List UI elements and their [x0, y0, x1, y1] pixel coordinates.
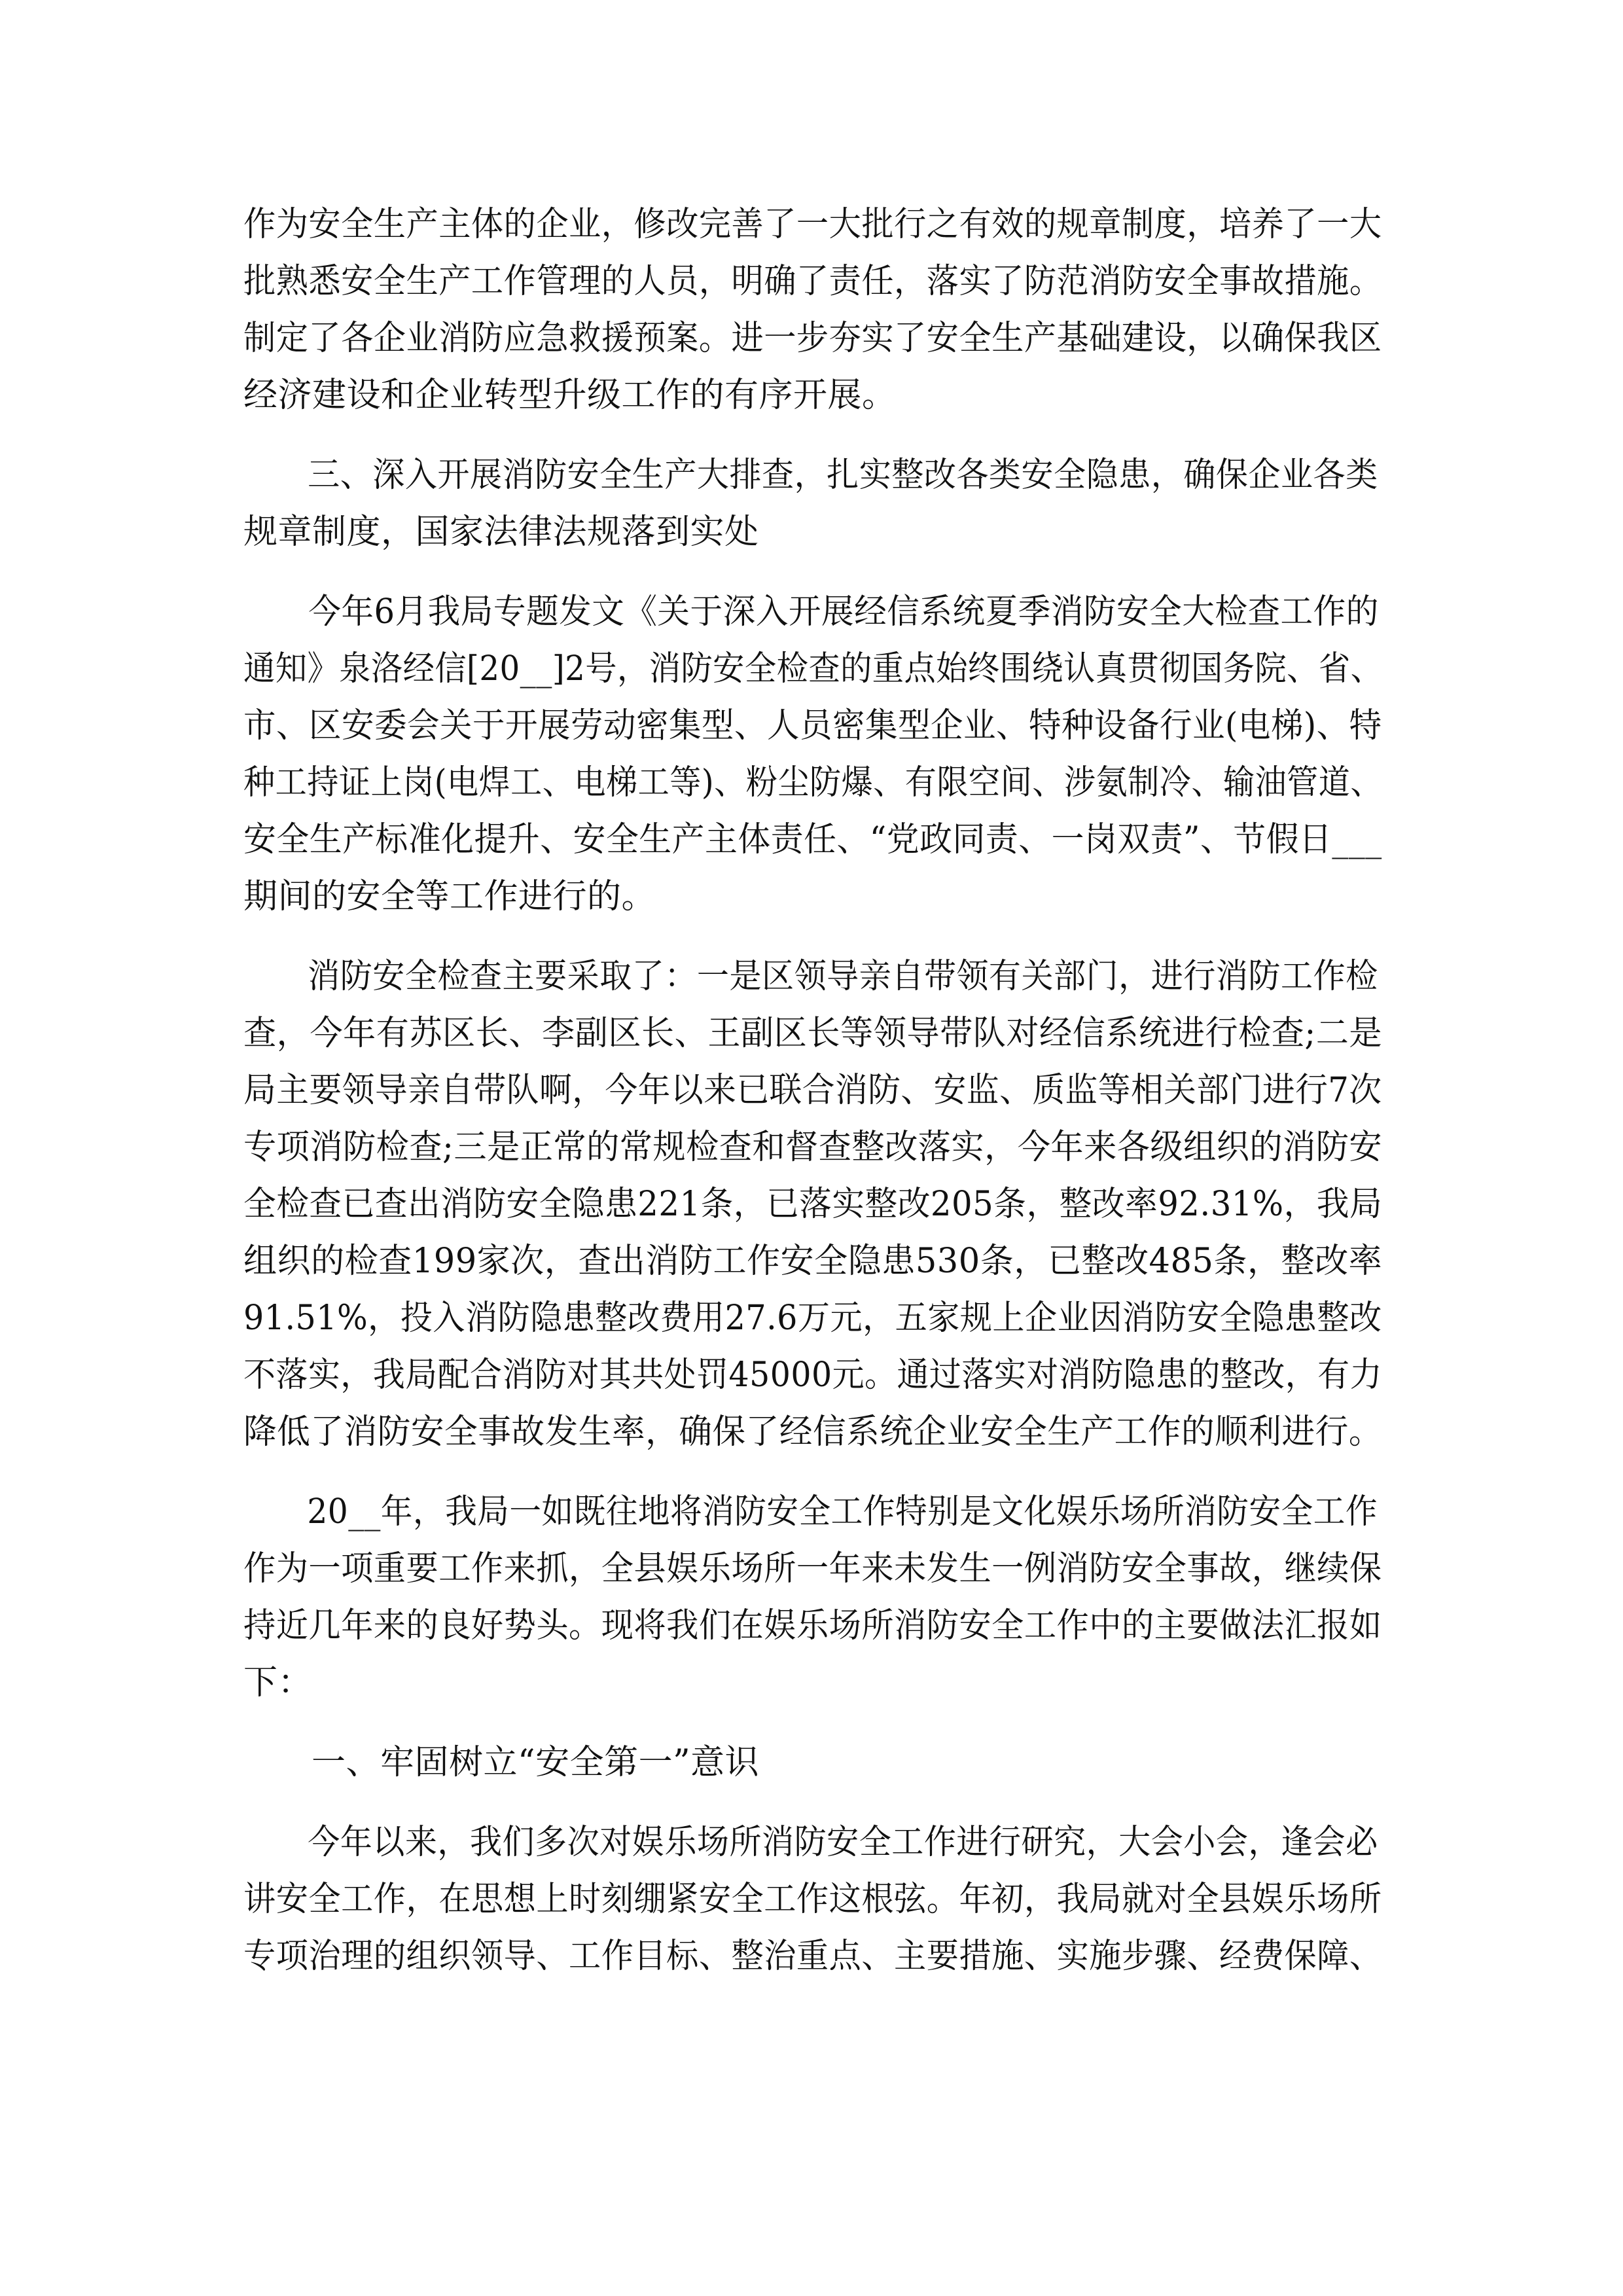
text-line: 安全生产标准化提升、安全生产主体责任、“党政同责、一岗双责”、节假日___ — [243, 820, 1382, 859]
text-line: 规章制度，国家法律法规落到实处 — [243, 512, 759, 552]
text-line: 市、区安委会关于开展劳动密集型、人员密集型企业、特种设备行业(电梯)、特 — [243, 706, 1382, 745]
paragraph — [243, 196, 1382, 424]
text-line: 今年以来，我们多次对娱乐场所消防安全工作进行研究，大会小会，逢会必 — [308, 1823, 1378, 1862]
text-line: 91.51%，投入消防隐患整改费用27.6万元，五家规上企业因消防安全隐患整改 — [243, 1299, 1382, 1338]
text-line: 制定了各企业消防应急救援预案。进一步夯实了安全生产基础建设，以确保我区 — [243, 319, 1382, 358]
text-line: 今年6月我局专题发文《关于深入开展经信系统夏季消防安全大检查工作的 — [308, 592, 1379, 632]
text-line: 作为一项重要工作来抓，全县娱乐场所一年来未发生一例消防安全事故，继续保 — [243, 1549, 1382, 1588]
text-line: 组织的检查199家次，查出消防工作安全隐患530条，已整改485条，整改率 — [243, 1242, 1383, 1281]
text-line: 20__年，我局一如既往地将消防安全工作特别是文化娱乐场所消防安全工作 — [307, 1492, 1378, 1532]
text-line: 降低了消防安全事故发生率，确保了经信系统企业安全生产工作的顺利进行。 — [243, 1412, 1383, 1452]
text-line: 期间的安全等工作进行的。 — [243, 877, 656, 916]
text-line: 下： — [243, 1663, 313, 1702]
text-line: 局主要领导亲自带队啊，今年以来已联合消防、安监、质监等相关部门进行7次 — [243, 1071, 1382, 1110]
text-line: 不落实，我局配合消防对其共处罚45000元。通过落实对消防隐患的整改，有力 — [243, 1355, 1383, 1395]
text-line: 持近几年来的良好势头。现将我们在娱乐场所消防安全工作中的主要做法汇报如 — [243, 1606, 1382, 1645]
text-line: 批熟悉安全生产工作管理的人员，明确了责任，落实了防范消防安全事故措施。 — [243, 262, 1382, 301]
text-line: 消防安全检查主要采取了：一是区领导亲自带领有关部门，进行消防工作检 — [308, 957, 1378, 996]
text-line: 作为安全生产主体的企业，修改完善了一大批行之有效的规章制度，培养了一大 — [243, 205, 1382, 244]
text-line: 经济建设和企业转型升级工作的有序开展。 — [243, 376, 897, 415]
paragraph — [243, 1814, 1382, 1985]
text-line: 一、牢固树立“安全第一”意识 — [312, 1743, 760, 1782]
text-line: 全检查已查出消防安全隐患221条，已落实整改205条，整改率92.31%，我局 — [243, 1185, 1383, 1224]
paragraph — [243, 948, 1382, 1461]
text-line: 专项消防检查;三是正常的常规检查和督查整改落实，今年来各级组织的消防安 — [243, 1128, 1383, 1167]
text-line: 种工持证上岗(电焊工、电梯工等)、粉尘防爆、有限空间、涉氨制冷、输油管道、 — [243, 763, 1383, 802]
document-body — [243, 196, 1382, 1985]
section-heading — [243, 447, 1382, 561]
section-heading — [243, 1734, 1382, 1791]
paragraph — [243, 1484, 1382, 1712]
text-line: 三、深入开展消防安全生产大排查，扎实整改各类安全隐患，确保企业各类 — [308, 456, 1378, 495]
text-line: 查，今年有苏区长、李副区长、王副区长等领导带队对经信系统进行检查;二是 — [243, 1014, 1383, 1053]
text-line: 专项治理的组织领导、工作目标、整治重点、主要措施、实施步骤、经费保障、 — [243, 1937, 1382, 1976]
text-line: 通知》泉洛经信[20__]2号，消防安全检查的重点始终围绕认真贯彻国务院、省、 — [243, 649, 1383, 689]
text-line: 讲安全工作，在思想上时刻绷紧安全工作这根弦。年初，我局就对全县娱乐场所 — [243, 1880, 1382, 1919]
paragraph — [243, 584, 1382, 925]
